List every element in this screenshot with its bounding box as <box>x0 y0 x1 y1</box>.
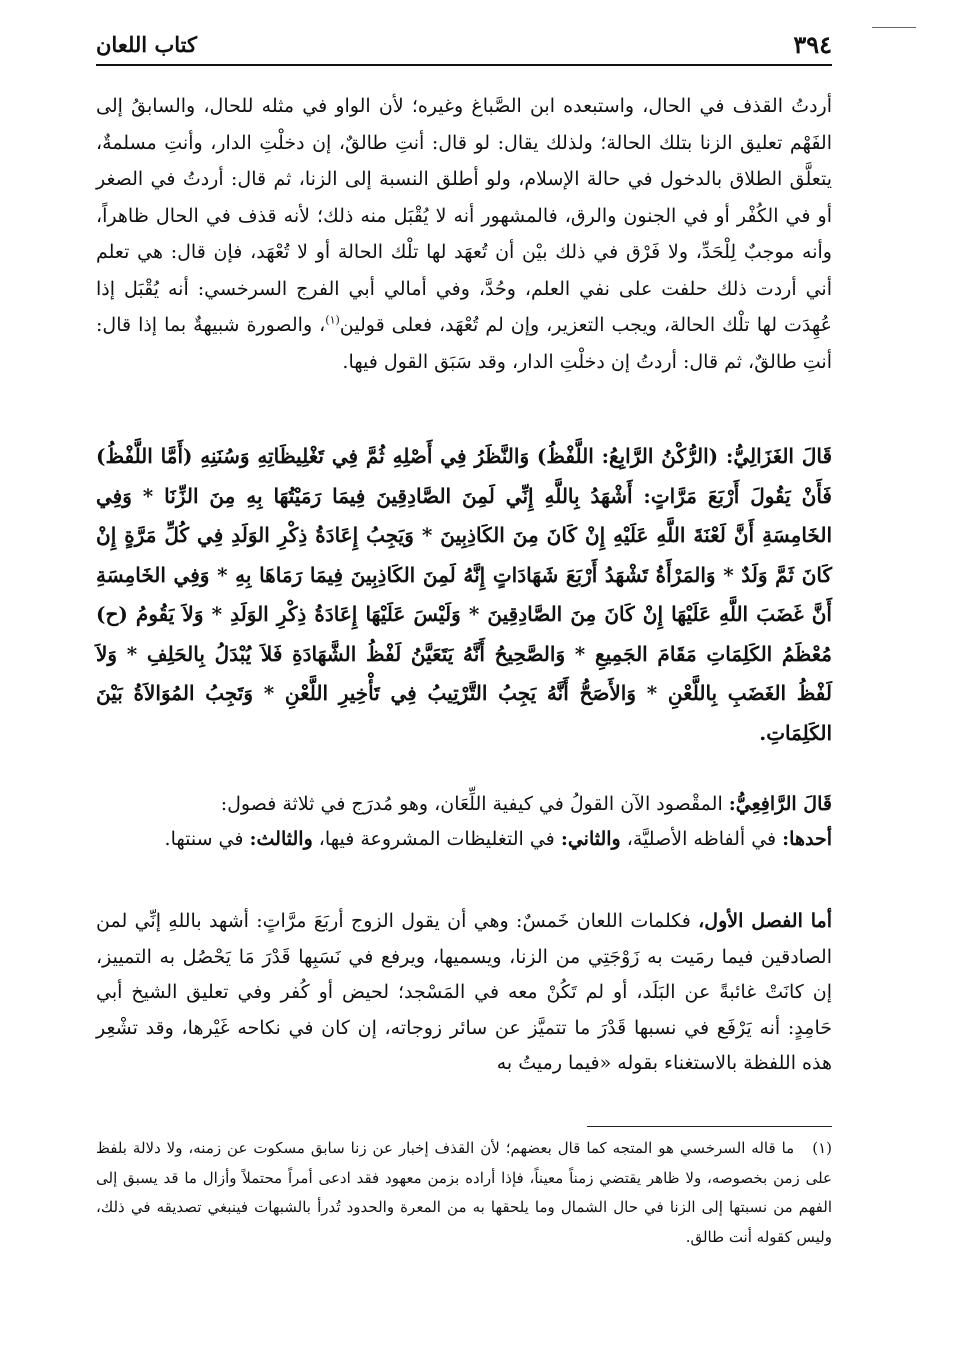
section-one-label: أحدها: <box>782 827 832 850</box>
paragraph-1 <box>96 88 832 380</box>
book-page <box>96 0 832 1364</box>
section-one-text: في ألفاظه الأصليَّة، <box>620 827 783 850</box>
book-title: كتاب اللعان <box>96 32 197 57</box>
page-number: ٣٩٤ <box>793 30 832 59</box>
header-rule <box>96 64 832 66</box>
first-section-lead: أما الفصل الأول، <box>698 910 832 932</box>
section-two-label: والثاني: <box>560 827 621 850</box>
page-header <box>96 30 832 62</box>
footnote-rule <box>587 1126 832 1127</box>
margin-mark <box>872 27 916 28</box>
rafii-text: المقْصود الآن القولُ في كيفية اللِّعَان، وهو مُدرَج في ثلاثة فصول: <box>220 793 729 815</box>
footnote-ref: (١) <box>325 313 340 327</box>
paragraph-1-end: ، والصورة شبيهةٌ بما إذا قال: أنتِ طالقٌ، ثم قال: أردتُ إن دخلْتِ الدار، وقد سَبَق القول فيها. <box>96 314 832 373</box>
ghazali-text: قَالَ الغَزَالِيُّ: (الرُّكْنُ الرَّابِعُ: اللَّفْظُ) وَالنَّظَرُ فِي أَصْلِهِ ثُمَّ فِي تَغْلِيظَاتِهِ وَسُنَنِهِ (أَمَّا اللَّفْظُ) فَأَنْ يَقُولَ أَرْبَعَ مَرَّاتٍ: أَشْهَدُ بِاللَّهِ إِنِّي لَمِنَ الصَّادِقِينَ فِيمَا رَمَيْتُهَا بِهِ مِنَ الزِّنَا * وَفِي الخَامِسَةِ أَنَّ لَعْنَةَ اللَّهِ عَلَيْهِ إِنْ كَانَ مِنَ الكَاذِبِينَ * وَيَجِبُ إِعَادَةُ ذِكْرِ الوَلَدِ فِي كُلِّ مَرَّةٍ إِنْ كَانَ ثَمَّ وَلَدٌ * وَالمَرْأَةُ تَشْهَدُ أَرْبَعَ شَهَادَاتٍ إِنَّهُ لَمِنَ الكَاذِبِينَ فِيمَا رَمَاهَا بِهِ * وَفِي الخَامِسَةِ أَنَّ غَضَبَ اللَّهِ عَلَيْهَا إِنْ كَانَ مِنَ الصَّادِقِينَ * وَلَيْسَ عَلَيْهَا إِعَادَةُ ذِكْرِ الوَلَدِ * وَلاَ يَقُومُ (ح) مُعْظَمُ الكَلِمَاتِ مَقَامَ الجَمِيعِ * وَالصَّحِيحُ أَنَّهُ يَتَعَيَّنُ لَفْظُ الشَّهَادَةِ فَلاَ يُبْدَلُ بِالحَلِفِ * وَلاَ لَفْظُ الغَضَبِ بِاللَّعْنِ * وَالأَصَحُّ أَنَّهُ يَجِبُ التَّرْتِيبُ فِي تَأْخِيرِ اللَّعْنِ * وَتَجِبُ المُوَالاَةُ بَيْنَ الكَلِمَاتِ. <box>96 444 832 745</box>
section-three-text: في سنتها. <box>164 827 250 850</box>
section-two-text: في التغليظات المشروعة فيها، <box>312 827 561 850</box>
footnote <box>96 1134 832 1252</box>
footnote-number: (١) <box>812 1139 832 1157</box>
paragraph-1-text: أردتُ القذف في الحال، واستبعده ابن الصَّباغ وغيره؛ لأن الواو في مثله للحال، والسابقُ إلى الفَهْم تعليق الزنا بتلك الحالة؛ ولذلك يقال: لو قال: أنتِ طالقٌ، إن دخلْتِ الدار، وأنتِ مسلمةٌ، يتعلَّق الطلاق بالدخول في حالة الإسلام، ولو أطلق النسبة إلى الزنا، ثم قال: أردتُ في الصغر أو في الكُفْر أو في الجنون والرق، فالمشهور أنه لا يُقْبَل منه ذلك؛ لأنه قذف في الحال ظاهراً، وأنه موجبٌ لِلْحَدِّ، ولا فَرْق في ذلك بيْن أن تُعهَد لها تلْك الحالة أو لا تُعْهَد، فإن قال: هي تعلم أني أردت ذلك حلفت على نفي العلم، وحُدَّ، وفي أمالي أبي الفرج السرخسي: أنه يُقْبَل إذا عُهِدَت لها تلْك الحالة، ويجب التعزير، وإن لم تُعْهَد، فعلى قولين <box>96 95 832 336</box>
rafii-commentary <box>96 787 832 856</box>
rafii-lead: قَالَ الرَّافِعِيُّ: <box>728 793 832 815</box>
section-three-label: والثالث: <box>249 827 313 850</box>
first-section-paragraph <box>96 904 832 1082</box>
first-section-text: فكلمات اللعان خَمسٌ: وهي أن يقول الزوج أربَعَ مرَّاتٍ: أشهد باللهِ إنِّي لمن الصادقين فيما رمَيت به زَوْجَتِي من الزنا، ويسميها، ويرفع في نَسَبِها قَدْرَ مَا يَحْصُل به التمييز، إن كانَتْ غائبةً عن البَلَد، أو لم تَكُنْ معه في المَسْجد؛ لحيض أو كُفر وفي تعليق الشيخ أبي حَامِدٍ: أنه يَرْفَع في نسبها قَدْرَ ما تتميَّز عن سائر زوجاته، إن كان في نكاحه غَيْرها، وقد تشْعِر هذه اللفظة بالاستغناء بقوله «فيما رميتُ به <box>96 910 832 1074</box>
footnote-text: ما قاله السرخسي هو المتجه كما قال بعضهم؛ لأن القذف إخبار عن زنا سابق مسكوت عن زمنه، ولا دلالة بلفظ على زمن بخصوصه، ولا ظاهر يقتضي زمناً معيناً، فإذا أراده بزمن معهود فقد ادعى أمراً محتملاً وأزال ما قد يسبق إلى الفهم من نسبتها إلى الزنا في حال الشمال وما يلحقها به من المعرة والحدود تُدرأ بالشبهات فينبغي تصديقه في ذلك، وليس كقوله أنت طالق. <box>96 1139 832 1246</box>
